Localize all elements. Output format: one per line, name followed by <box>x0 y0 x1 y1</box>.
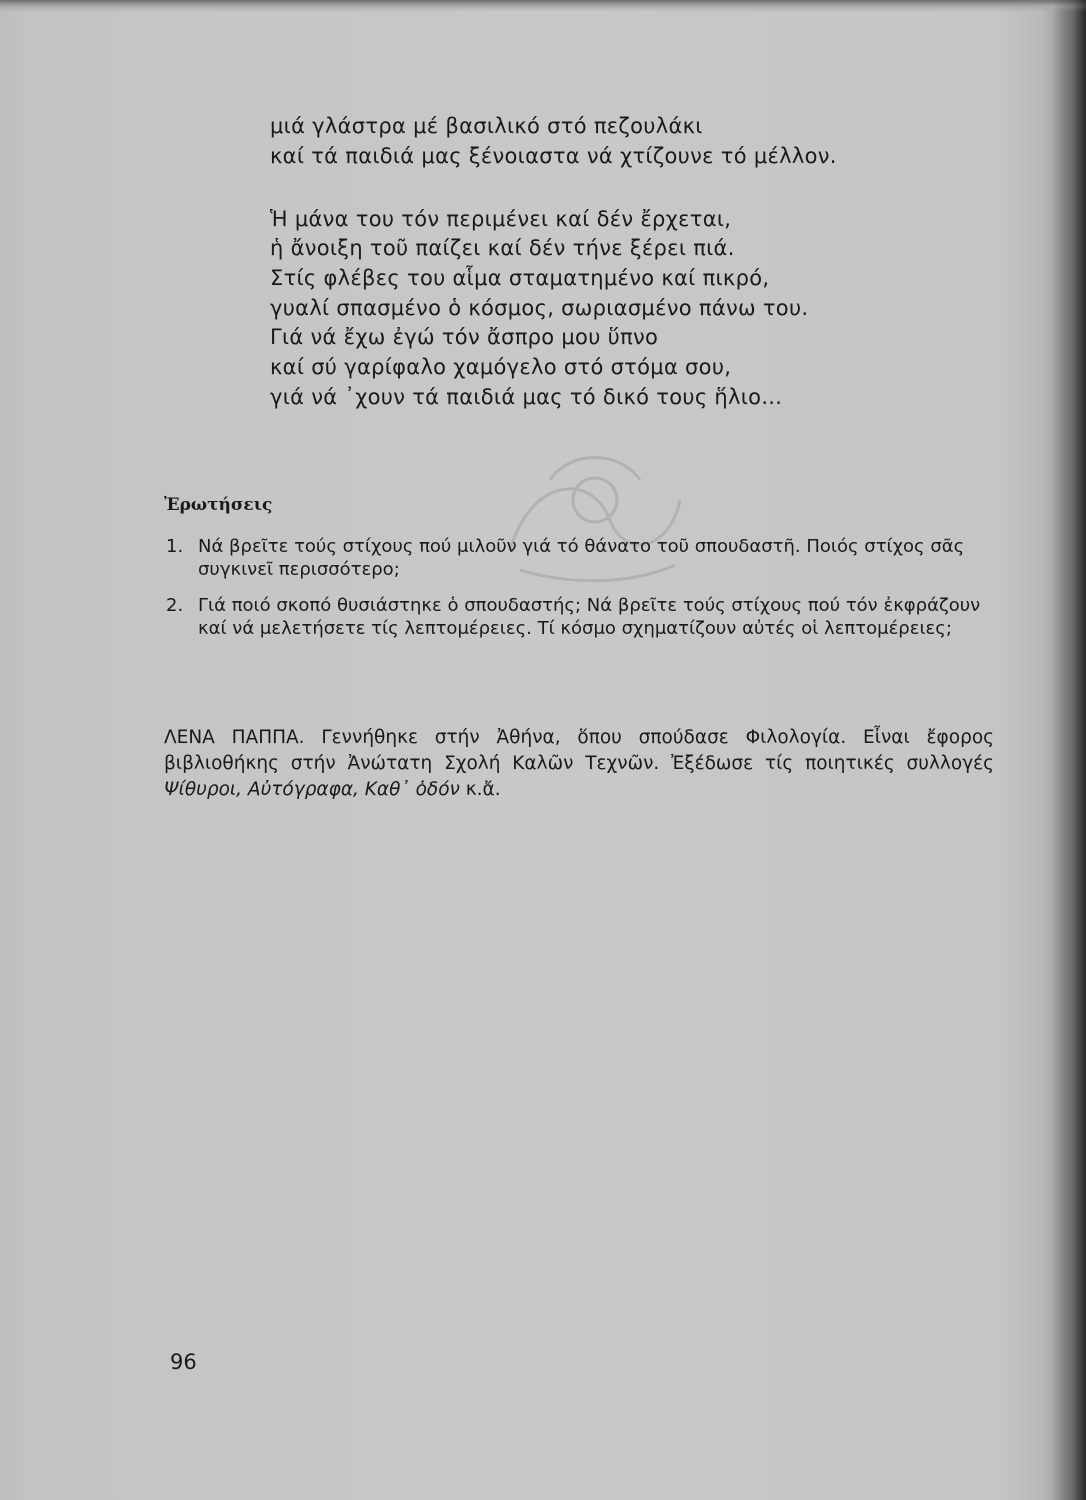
author-bio <box>164 725 994 803</box>
poem-line: γυαλί σπασμένο ὁ κόσμος, σωριασμένο πάνω του. <box>270 296 809 320</box>
page-top-edge <box>0 0 1086 12</box>
poem-line: καί τά παιδιά μας ξένοιαστα νά χτίζουνε τό μέλλον. <box>270 144 837 168</box>
poem-line: μιά γλάστρα μέ βασιλικό στό πεζουλάκι <box>270 114 703 138</box>
poem-line: Στίς φλέβες του αἷμα σταματημένο καί πικρό, <box>270 266 770 290</box>
bio-works: Ψίθυροι, Αὐτόγραφα, Καθ᾿ ὁδόν <box>164 779 460 800</box>
poem-line: ἡ ἄνοιξη τοῦ παίζει καί δέν τήνε ξέρει πιά. <box>270 236 735 260</box>
poem-line: γιά νά ᾿χουν τά παιδιά μας τό δικό τους ἥλιο... <box>270 385 783 409</box>
question-number: 2. <box>166 595 184 616</box>
page-binding-shadow <box>1052 0 1086 1500</box>
questions-heading: Ἐρωτήσεις <box>164 495 273 515</box>
bio-text-end: κ.ἄ. <box>459 779 501 800</box>
page-number: 96 <box>170 1350 197 1374</box>
question-number: 1. <box>166 536 184 557</box>
question-text: Νά βρεῖτε τούς στίχους πού μιλοῦν γιά τό θάνατο τοῦ σπουδαστῆ. Ποιός στίχος σᾶς συγκινεῖ περισσότερο; <box>198 536 965 580</box>
question-text: Γιά ποιό σκοπό θυσιάστηκε ὁ σπουδαστής; Νά βρεῖτε τούς στίχους πού τόν ἐκφράζουν καί νά μελετήσετε τίς λεπτομέρειες. Τί κόσμο σχηματίζουν αὐτές οἱ λεπτομέρειες; <box>198 595 981 639</box>
poem-line: καί σύ γαρίφαλο χαμόγελο στό στόμα σου, <box>270 355 732 379</box>
poem-line: Γιά νά ἔχω ἐγώ τόν ἄσπρο μου ὕπνο <box>270 325 659 349</box>
poem-line: Ἡ μάνα του τόν περιμένει καί δέν ἔρχεται, <box>270 207 732 231</box>
bio-text: ΛΕΝΑ ΠΑΠΠΑ. Γεννήθηκε στήν Ἀθήνα, ὅπου σπούδασε Φιλολογία. Εἶναι ἔφορος βιβλιοθήκης στήν Ἀνώτατη Σχολή Καλῶν Τεχνῶν. Ἐξέδωσε τίς ποιητικές συλλογές <box>164 727 994 774</box>
